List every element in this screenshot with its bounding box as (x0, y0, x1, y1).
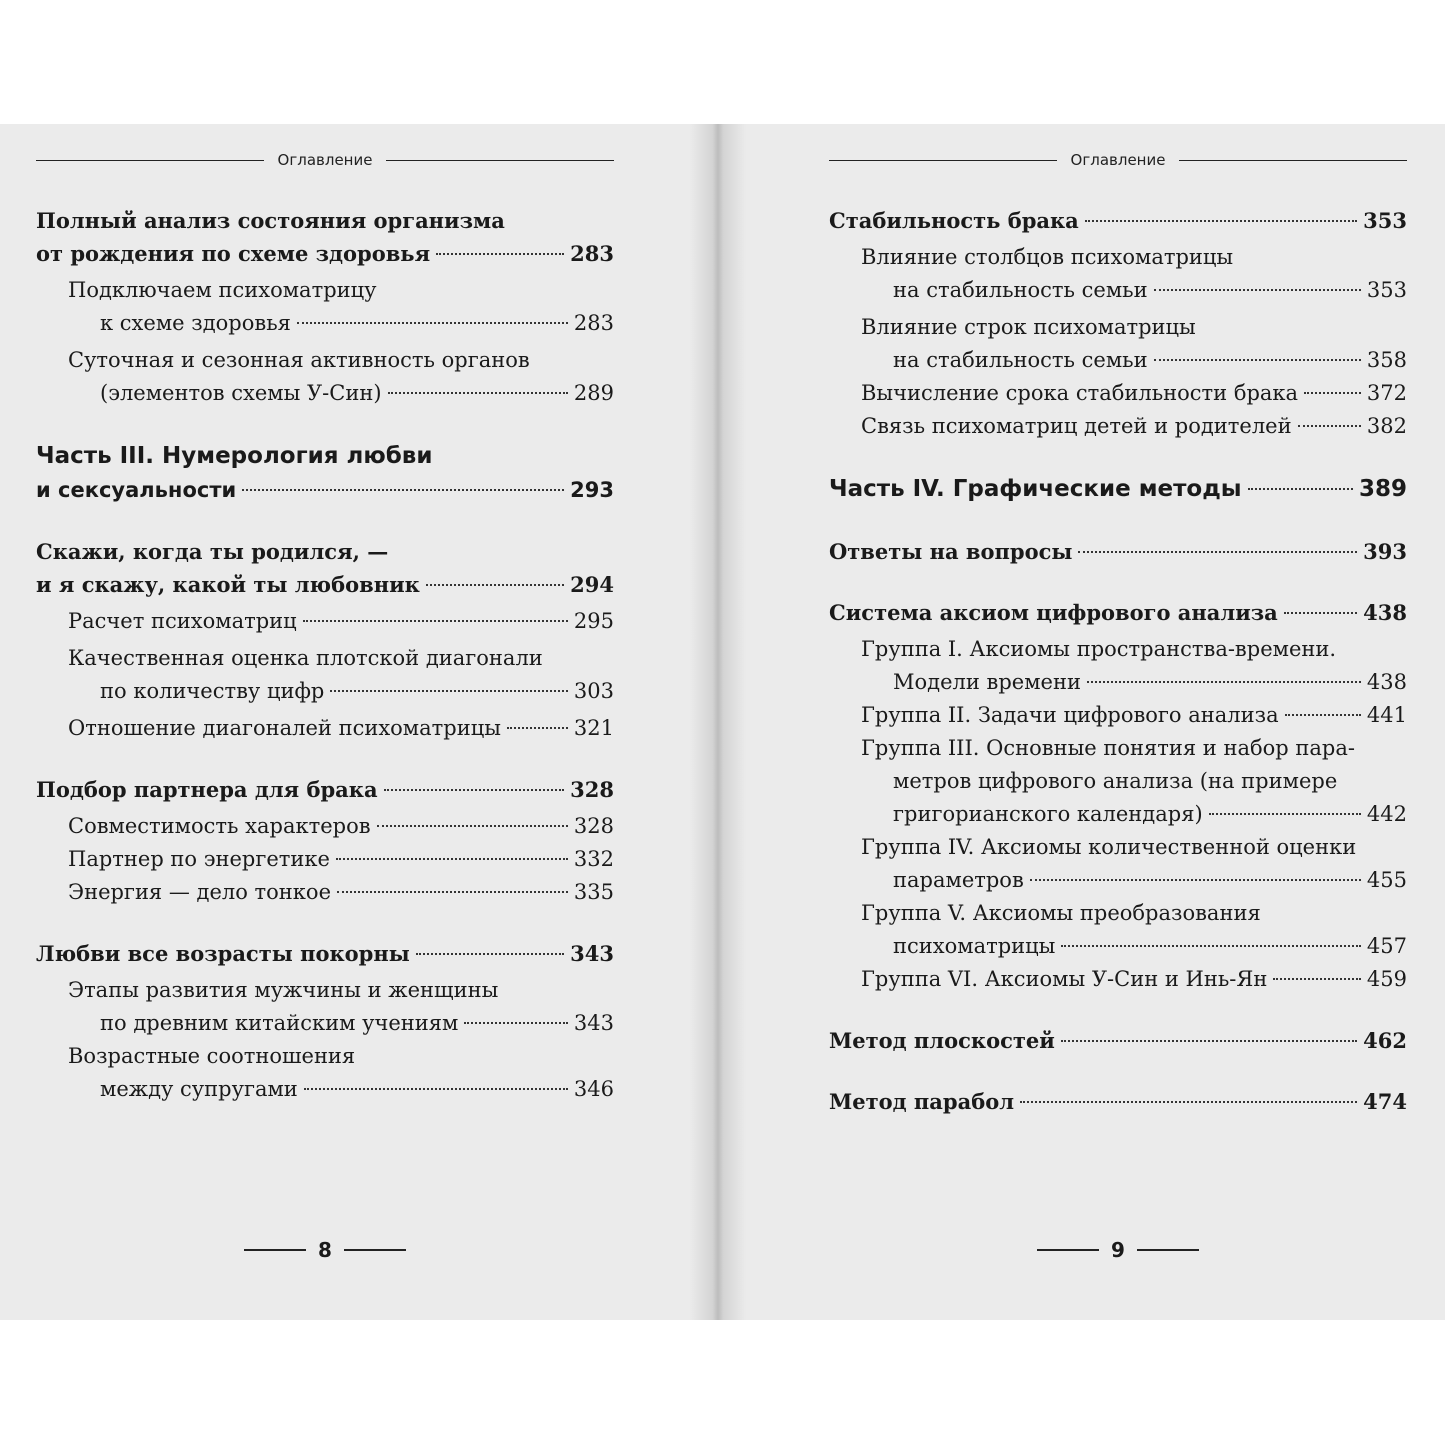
dot-leader (1298, 425, 1361, 427)
toc-page-number: 438 (1363, 600, 1407, 625)
toc-entry-label: Связь психоматриц детей и родителей (861, 414, 1292, 438)
toc-entry-line: Этапы развития мужчины и женщины (68, 978, 499, 1002)
toc-entry-label: по количеству цифр (100, 679, 325, 703)
toc-entry-subsection (829, 732, 1407, 831)
dot-leader (1085, 220, 1357, 222)
left-page (36, 124, 614, 1320)
toc-page-number: 335 (573, 880, 614, 904)
toc-entry-label: между супругами (100, 1077, 298, 1101)
header-rule (1179, 160, 1407, 161)
toc-entry-subsection (829, 241, 1407, 307)
toc-entry-subsection (36, 843, 614, 876)
dot-leader (1304, 392, 1361, 394)
dot-leader (337, 891, 568, 893)
toc-page-number: 442 (1366, 802, 1407, 826)
dot-leader (507, 727, 568, 729)
toc-entry-subsection (36, 605, 614, 638)
toc-entry-line: Подключаем психоматрицу (68, 278, 377, 302)
dot-leader (1020, 1101, 1357, 1103)
toc-entry-subsection (36, 642, 614, 708)
toc-entry-line: Скажи, когда ты родился, — (36, 539, 389, 564)
folio-left (36, 1238, 614, 1262)
toc-entry-label: Стабильность брака (829, 208, 1079, 233)
toc-entry-label: на стабильность семьи (893, 278, 1148, 302)
toc-entry-subsection (36, 274, 614, 340)
page-number: 9 (1111, 1238, 1125, 1262)
dot-leader (464, 1022, 568, 1024)
toc-entry-label: (элементов схемы У-Син) (100, 381, 382, 405)
toc-entry-label: Любви все возрасты покорны (36, 941, 410, 966)
toc-entry-line: Влияние строк психоматрицы (861, 315, 1196, 339)
toc-entry-subsection (829, 410, 1407, 443)
toc-entry-subsection (829, 831, 1407, 897)
dot-leader (297, 322, 568, 324)
toc-entry-line: метров цифрового анализа (на примере (893, 769, 1338, 793)
toc-entry-subsection (829, 699, 1407, 732)
dot-leader (436, 253, 564, 255)
toc-page-number: 283 (570, 241, 614, 266)
running-head-right (829, 150, 1407, 170)
book-gutter (690, 124, 746, 1320)
toc-entry-section (829, 596, 1407, 629)
toc-page-number: 328 (573, 814, 614, 838)
toc-entry-label: по древним китайским учениям (100, 1011, 459, 1035)
header-rule (36, 160, 264, 161)
toc-entry-label: Расчет психоматриц (68, 609, 297, 633)
toc-entry-label: Подбор партнера для брака (36, 777, 378, 802)
toc-entry-line: Качественная оценка плотской диагонали (68, 646, 543, 670)
dot-leader (330, 690, 568, 692)
folio-rule (244, 1249, 306, 1251)
toc-entry-label: Метод плоскостей (829, 1028, 1055, 1053)
toc-page-number: 295 (573, 609, 614, 633)
toc-entry-line: Группа V. Аксиомы преобразования (861, 901, 1261, 925)
toc-entry-label: Совместимость характеров (68, 814, 371, 838)
toc-page-number: 389 (1358, 476, 1407, 502)
toc-entry-subsection (36, 344, 614, 410)
dot-leader (242, 489, 564, 491)
toc-entry-part (829, 471, 1407, 507)
toc-entry-label: параметров (893, 868, 1024, 892)
toc-entry-subsection (36, 974, 614, 1040)
dot-leader (1061, 945, 1361, 947)
right-page (829, 124, 1407, 1320)
toc-page-number: 441 (1366, 703, 1407, 727)
dot-leader (1285, 714, 1361, 716)
dot-leader (1248, 488, 1353, 490)
toc-entry-line: Часть III. Нумерология любви (36, 443, 433, 469)
toc-page-number: 474 (1363, 1089, 1407, 1114)
dot-leader (1087, 681, 1361, 683)
toc-entry-line: Группа III. Основные понятия и набор пара- (861, 736, 1355, 760)
toc-entry-section (829, 1024, 1407, 1057)
toc-entry-label: Вычисление срока стабильности брака (861, 381, 1299, 405)
toc-entry-label: на стабильность семьи (893, 348, 1148, 372)
toc-page-number: 289 (573, 381, 614, 405)
toc-entry-section (829, 1085, 1407, 1118)
toc-entry-subsection (829, 963, 1407, 996)
toc-entry-subsection (36, 810, 614, 843)
dot-leader (384, 789, 565, 791)
toc-entry-subsection (36, 876, 614, 909)
toc-entry-section (36, 204, 614, 270)
dot-leader (303, 620, 568, 622)
dot-leader (426, 584, 564, 586)
toc-entry-label: и сексуальности (36, 478, 237, 502)
toc-page-number: 332 (573, 847, 614, 871)
toc-entry-label: Энергия — дело тонкое (68, 880, 332, 904)
toc-page-number: 283 (573, 311, 614, 335)
toc-right (829, 204, 1407, 1118)
toc-page-number: 455 (1366, 868, 1407, 892)
toc-page-number: 457 (1366, 934, 1407, 958)
toc-entry-part (36, 438, 614, 507)
dot-leader (1061, 1040, 1357, 1042)
toc-page-number: 358 (1366, 348, 1407, 372)
toc-entry-label: и я скажу, какой ты любовник (36, 572, 420, 597)
toc-page-number: 294 (570, 572, 614, 597)
toc-entry-label: Модели времени (893, 670, 1081, 694)
dot-leader (388, 392, 568, 394)
toc-entry-label: к схеме здоровья (100, 311, 291, 335)
toc-page-number: 343 (573, 1011, 614, 1035)
toc-entry-line: Влияние столбцов психоматрицы (861, 245, 1234, 269)
header-rule (386, 160, 614, 161)
toc-page-number: 382 (1366, 414, 1407, 438)
folio-right (829, 1238, 1407, 1262)
dot-leader (1154, 359, 1361, 361)
dot-leader (1030, 879, 1361, 881)
toc-entry-section (36, 773, 614, 806)
toc-entry-subsection (829, 311, 1407, 377)
dot-leader (304, 1088, 568, 1090)
toc-entry-label: Часть IV. Графические методы (829, 476, 1242, 502)
folio-rule (344, 1249, 406, 1251)
toc-entry-line: Полный анализ состояния организма (36, 208, 505, 233)
toc-entry-label: психоматрицы (893, 934, 1056, 958)
toc-entry-label: Отношение диагоналей психоматрицы (68, 716, 501, 740)
page-number: 8 (318, 1238, 332, 1262)
folio-rule (1037, 1249, 1099, 1251)
toc-entry-label: Ответы на вопросы (829, 539, 1073, 564)
toc-left (36, 204, 614, 1106)
dot-leader (377, 825, 568, 827)
toc-entry-label: Партнер по энергетике (68, 847, 330, 871)
toc-entry-label: Метод парабол (829, 1089, 1015, 1114)
dot-leader (416, 953, 564, 955)
toc-page-number: 393 (1363, 539, 1407, 564)
toc-entry-line: Группа I. Аксиомы пространства-времени. (861, 637, 1337, 661)
toc-entry-section (36, 937, 614, 970)
toc-entry-line: Группа IV. Аксиомы количественной оценки (861, 835, 1357, 859)
toc-entry-label: григорианского календаря) (893, 802, 1203, 826)
running-head-left (36, 150, 614, 170)
toc-entry-section (829, 204, 1407, 237)
dot-leader (1273, 978, 1361, 980)
toc-page-number: 462 (1363, 1028, 1407, 1053)
toc-entry-subsection (36, 1040, 614, 1106)
toc-page-number: 438 (1366, 670, 1407, 694)
dot-leader (1078, 551, 1357, 553)
dot-leader (336, 858, 568, 860)
toc-page-number: 328 (570, 777, 614, 802)
toc-entry-line: Суточная и сезонная активность органов (68, 348, 530, 372)
toc-entry-label: от рождения по схеме здоровья (36, 241, 431, 266)
toc-entry-subsection (36, 712, 614, 745)
toc-page-number: 303 (573, 679, 614, 703)
running-head-text: Оглавление (1070, 151, 1166, 169)
toc-page-number: 459 (1366, 967, 1407, 991)
toc-entry-subsection (829, 897, 1407, 963)
toc-page-number: 353 (1363, 208, 1407, 233)
toc-entry-label: Группа II. Задачи цифрового анализа (861, 703, 1279, 727)
toc-page-number: 346 (573, 1077, 614, 1101)
toc-entry-line: Возрастные соотношения (68, 1044, 356, 1068)
toc-entry-subsection (829, 633, 1407, 699)
dot-leader (1154, 289, 1361, 291)
toc-page-number: 343 (570, 941, 614, 966)
toc-page-number: 353 (1366, 278, 1407, 302)
toc-page-number: 293 (570, 478, 614, 502)
toc-entry-label: Группа VI. Аксиомы У-Син и Инь-Ян (861, 967, 1268, 991)
toc-page-number: 321 (573, 716, 614, 740)
folio-rule (1137, 1249, 1199, 1251)
dot-leader (1209, 813, 1361, 815)
toc-entry-section (36, 535, 614, 601)
toc-entry-section (829, 535, 1407, 568)
running-head-text: Оглавление (277, 151, 373, 169)
dot-leader (1284, 612, 1357, 614)
header-rule (829, 160, 1057, 161)
toc-entry-label: Система аксиом цифрового анализа (829, 600, 1278, 625)
toc-entry-subsection (829, 377, 1407, 410)
toc-page-number: 372 (1366, 381, 1407, 405)
